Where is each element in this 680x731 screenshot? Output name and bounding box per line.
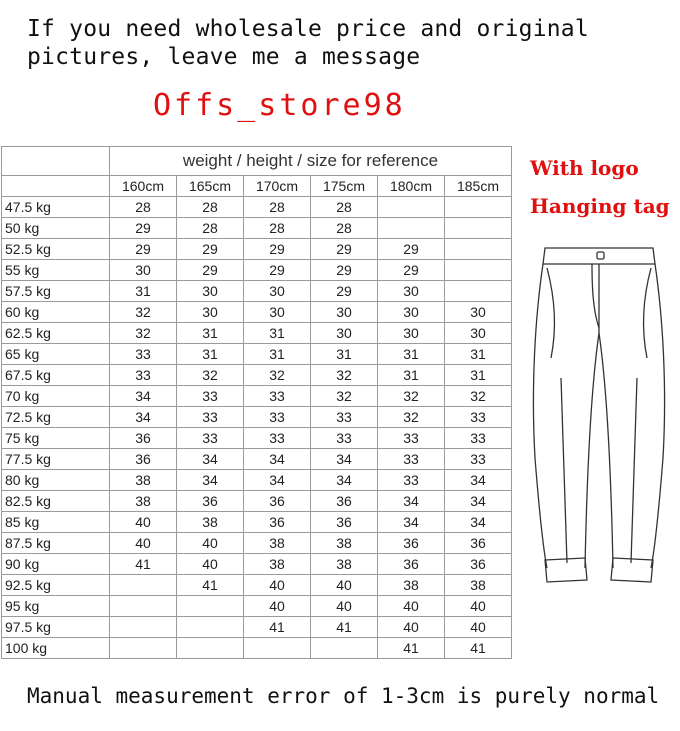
size-cell: 31 [244,344,311,365]
weight-cell: 95 kg [2,596,110,617]
size-cell: 34 [445,470,512,491]
size-cell: 41 [177,575,244,596]
size-cell: 40 [110,512,177,533]
size-cell: 33 [177,407,244,428]
size-cell: 32 [311,365,378,386]
size-cell: 34 [378,512,445,533]
size-cell: 29 [311,239,378,260]
size-cell: 36 [110,449,177,470]
table-row [2,617,512,638]
footer-note: Manual measurement error of 1-3cm is purely normal [27,684,660,708]
size-cell: 34 [244,449,311,470]
size-cell [445,260,512,281]
table-row [2,302,512,323]
size-cell [110,575,177,596]
size-cell: 41 [311,617,378,638]
hanging-tag-label: Hanging tag [530,194,670,218]
size-cell [110,596,177,617]
size-cell: 33 [177,386,244,407]
size-cell: 28 [244,218,311,239]
size-cell: 36 [378,554,445,575]
table-row [2,554,512,575]
table-row [2,407,512,428]
table-row [2,365,512,386]
weight-cell: 72.5 kg [2,407,110,428]
size-cell: 32 [378,386,445,407]
table-row [2,533,512,554]
table-row [2,449,512,470]
table-row [2,512,512,533]
size-cell [445,239,512,260]
table-row [2,638,512,659]
weight-cell: 87.5 kg [2,533,110,554]
size-cell: 31 [177,323,244,344]
size-cell: 34 [244,470,311,491]
size-cell: 31 [177,344,244,365]
size-cell: 38 [110,491,177,512]
size-cell: 34 [445,491,512,512]
header-line-1: If you need wholesale price and original [27,16,589,42]
size-cell: 40 [110,533,177,554]
table-row [2,281,512,302]
size-cell: 33 [445,407,512,428]
size-cell: 36 [445,554,512,575]
size-cell [378,218,445,239]
size-cell [378,197,445,218]
table-row [2,386,512,407]
header-line-2: pictures, leave me a message [27,44,421,70]
size-cell: 31 [445,365,512,386]
size-cell: 40 [378,596,445,617]
size-cell: 41 [378,638,445,659]
size-cell: 32 [110,323,177,344]
size-cell: 31 [311,344,378,365]
size-cell: 30 [378,323,445,344]
size-cell: 29 [110,218,177,239]
size-cell: 30 [445,302,512,323]
size-cell: 31 [445,344,512,365]
size-cell: 38 [110,470,177,491]
weight-cell: 52.5 kg [2,239,110,260]
size-cell: 36 [311,512,378,533]
size-cell: 32 [311,386,378,407]
size-cell: 32 [110,302,177,323]
weight-cell: 90 kg [2,554,110,575]
size-cell: 28 [244,197,311,218]
size-cell: 28 [110,197,177,218]
table-body [2,197,512,659]
size-cell: 30 [311,323,378,344]
size-cell: 33 [311,407,378,428]
weight-cell: 70 kg [2,386,110,407]
table-row [2,428,512,449]
weight-cell: 75 kg [2,428,110,449]
size-cell: 36 [177,491,244,512]
corner-cell [2,176,110,197]
height-header-cell: 185cm [445,176,512,197]
size-cell: 29 [378,239,445,260]
size-cell: 38 [177,512,244,533]
weight-cell: 80 kg [2,470,110,491]
size-cell: 40 [445,596,512,617]
size-cell: 38 [244,554,311,575]
size-cell: 38 [311,554,378,575]
weight-cell: 55 kg [2,260,110,281]
size-cell: 30 [110,260,177,281]
size-cell: 28 [177,218,244,239]
size-cell: 40 [378,617,445,638]
size-cell: 29 [244,260,311,281]
size-cell: 36 [311,491,378,512]
size-cell [445,197,512,218]
store-name: Offs_store98 [153,88,406,123]
weight-cell: 100 kg [2,638,110,659]
size-cell: 32 [378,407,445,428]
height-header-row [2,176,512,197]
size-cell: 34 [378,491,445,512]
size-cell: 32 [177,365,244,386]
size-cell: 40 [177,554,244,575]
weight-cell: 62.5 kg [2,323,110,344]
table-row [2,239,512,260]
size-chart-table [1,146,512,659]
size-cell: 34 [311,470,378,491]
size-cell [244,638,311,659]
size-cell: 29 [110,239,177,260]
size-cell: 30 [445,323,512,344]
weight-cell: 85 kg [2,512,110,533]
size-cell [110,638,177,659]
table-row [2,197,512,218]
table-row [2,323,512,344]
size-cell: 29 [177,239,244,260]
size-cell: 36 [445,533,512,554]
size-cell: 32 [445,386,512,407]
weight-cell: 67.5 kg [2,365,110,386]
size-cell [311,638,378,659]
size-cell: 28 [177,197,244,218]
size-cell: 36 [244,491,311,512]
size-cell: 40 [177,533,244,554]
table-row [2,260,512,281]
size-cell: 36 [378,533,445,554]
size-cell: 33 [378,449,445,470]
size-cell: 41 [110,554,177,575]
size-cell: 31 [378,365,445,386]
size-cell: 38 [244,533,311,554]
height-header-cell: 175cm [311,176,378,197]
size-cell: 33 [244,386,311,407]
weight-cell: 82.5 kg [2,491,110,512]
size-cell [110,617,177,638]
size-cell: 40 [244,575,311,596]
weight-cell: 57.5 kg [2,281,110,302]
table-title: weight / height / size for reference [110,147,512,176]
size-cell: 33 [311,428,378,449]
size-cell: 36 [244,512,311,533]
size-cell: 41 [244,617,311,638]
table-row [2,344,512,365]
size-cell: 41 [445,638,512,659]
size-cell: 28 [311,218,378,239]
size-cell: 34 [110,407,177,428]
size-cell [177,596,244,617]
height-header-cell: 165cm [177,176,244,197]
size-cell: 30 [244,281,311,302]
size-cell [177,617,244,638]
weight-cell: 92.5 kg [2,575,110,596]
with-logo-label: With logo [530,156,639,180]
weight-cell: 97.5 kg [2,617,110,638]
size-cell: 33 [445,449,512,470]
size-cell: 38 [378,575,445,596]
weight-cell: 77.5 kg [2,449,110,470]
size-cell: 34 [110,386,177,407]
size-cell [445,218,512,239]
table-row [2,470,512,491]
height-header-cell: 170cm [244,176,311,197]
size-cell: 34 [177,470,244,491]
size-cell: 33 [244,407,311,428]
size-cell: 29 [378,260,445,281]
size-cell [445,281,512,302]
size-cell: 34 [177,449,244,470]
size-cell: 33 [177,428,244,449]
size-cell: 30 [311,302,378,323]
size-cell: 40 [244,596,311,617]
size-cell: 40 [311,596,378,617]
size-cell: 29 [311,260,378,281]
weight-cell: 50 kg [2,218,110,239]
pants-sketch-icon [525,238,675,595]
size-cell: 38 [445,575,512,596]
size-cell: 33 [110,344,177,365]
size-cell: 30 [378,302,445,323]
table-row [2,575,512,596]
size-cell: 36 [110,428,177,449]
size-cell: 33 [378,428,445,449]
size-cell: 30 [378,281,445,302]
size-cell: 40 [311,575,378,596]
table-row [2,596,512,617]
size-cell: 30 [177,281,244,302]
weight-cell: 60 kg [2,302,110,323]
size-cell: 28 [311,197,378,218]
size-cell: 33 [445,428,512,449]
height-header-cell: 180cm [378,176,445,197]
size-cell: 38 [311,533,378,554]
size-cell: 30 [244,302,311,323]
size-cell: 31 [110,281,177,302]
size-cell: 40 [445,617,512,638]
size-cell: 31 [378,344,445,365]
weight-cell: 47.5 kg [2,197,110,218]
size-cell: 34 [311,449,378,470]
size-cell: 30 [177,302,244,323]
size-cell: 33 [378,470,445,491]
size-cell: 32 [244,365,311,386]
size-cell: 34 [445,512,512,533]
table-row [2,491,512,512]
size-cell: 29 [177,260,244,281]
height-header-cell: 160cm [110,176,177,197]
size-cell: 33 [244,428,311,449]
table-row [2,218,512,239]
weight-cell: 65 kg [2,344,110,365]
size-cell: 31 [244,323,311,344]
size-cell: 33 [110,365,177,386]
size-cell: 29 [244,239,311,260]
size-cell [177,638,244,659]
size-cell: 29 [311,281,378,302]
